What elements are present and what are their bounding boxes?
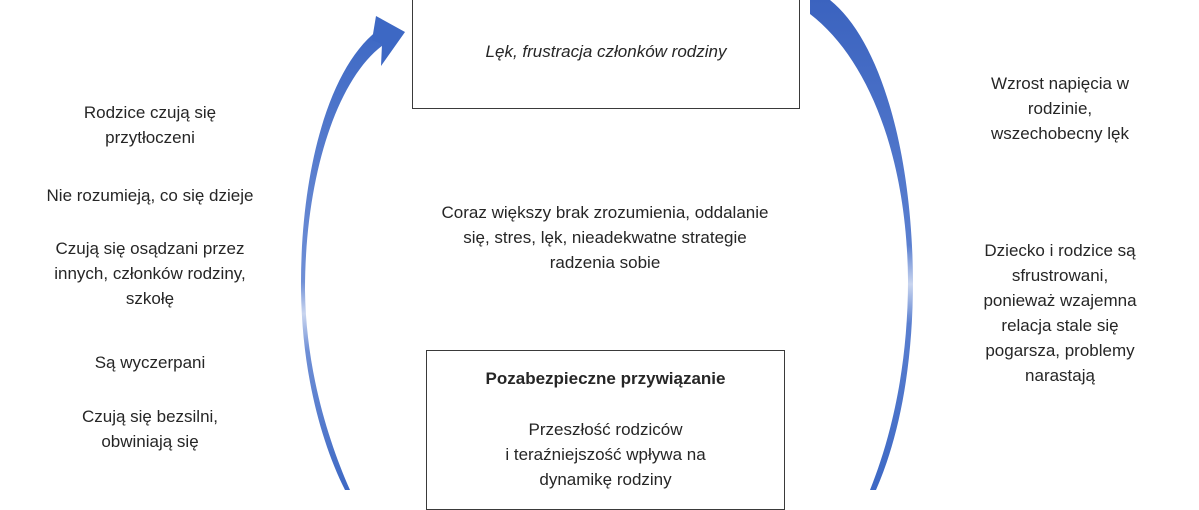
left-item-line: obwiniają się [101,432,199,451]
right-item-line: sfrustrowani, [1011,266,1109,285]
bottom-box-line: Przeszłość rodziców [528,420,683,439]
bottom-box [426,350,785,510]
right-item-line: pogarsza, problemy [985,341,1135,360]
left-item-line: Nie rozumieją, co się dzieje [46,186,254,205]
left-item-powerless [0,404,300,454]
left-item-confused [0,183,300,208]
left-item-line: Rodzice czują się [83,103,217,122]
right-item-tension [920,71,1199,146]
right-item-line: narastają [1025,366,1095,385]
right-item-line: Wzrost napięcia w [991,74,1129,93]
left-item-line: innych, członków rodziny, [54,264,246,283]
left-item-line: przytłoczeni [105,128,195,147]
top-box [412,0,800,109]
right-item-frustration [920,238,1199,388]
bottom-box-line: dynamikę rodziny [539,470,672,489]
left-item-overwhelmed [0,100,300,150]
bottom-box-line: i teraźniejszość wpływa na [505,445,706,464]
left-item-line: szkołę [125,289,175,308]
right-item-line: wszechobecny lęk [991,124,1129,143]
bottom-box-title: Pozabezpieczne przywiązanie [485,369,726,388]
right-item-line: ponieważ wzajemna [983,291,1137,310]
right-item-line: Dziecko i rodzice są [984,241,1136,260]
top-box-text: Lęk, frustracja członków rodziny [485,42,727,61]
left-item-exhausted [0,350,300,375]
center-text [390,200,820,275]
center-text-line: się, stres, lęk, nieadekwatne strategie [463,228,747,247]
bottom-box-body [427,417,784,492]
center-text-line: radzenia sobie [549,253,661,272]
center-text-line: Coraz większy brak zrozumienia, oddalanie [441,203,769,222]
left-item-line: Czują się bezsilni, [81,407,219,426]
right-item-line: rodzinie, [1027,99,1093,118]
right-item-line: relacja stale się [1001,316,1119,335]
left-item-line: Czują się osądzani przez [55,239,245,258]
left-item-judged [0,236,300,311]
left-item-line: Są wyczerpani [94,353,206,372]
right-curved-arrow-icon [810,0,913,490]
